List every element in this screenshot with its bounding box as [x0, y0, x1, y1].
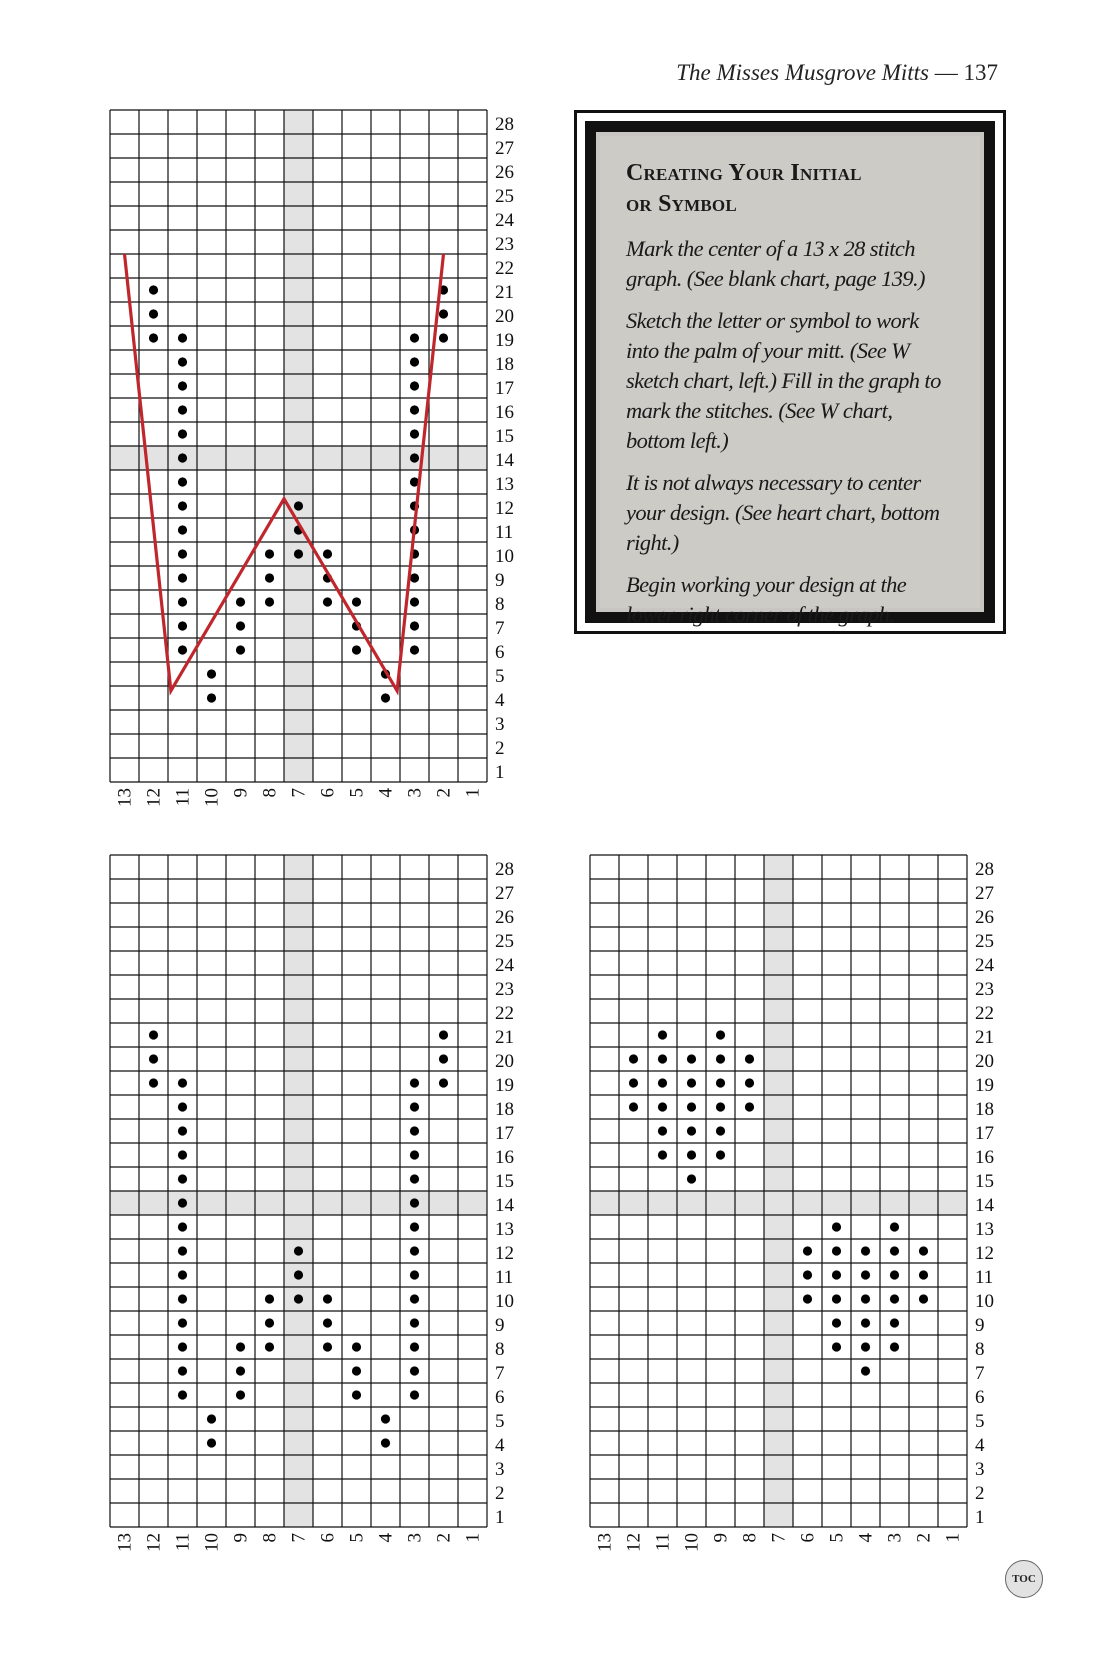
row-number-label: 1 [495, 1507, 505, 1528]
stitch-dot [207, 1414, 216, 1423]
stitch-dot [265, 1342, 274, 1351]
row-number-label: 12 [975, 1243, 994, 1264]
stitch-dot [410, 597, 419, 606]
stitch-dot [149, 285, 158, 294]
stitch-dot [149, 333, 158, 342]
row-number-label: 14 [495, 1195, 514, 1216]
column-number-label: 4 [375, 788, 397, 798]
stitch-dot [629, 1102, 638, 1111]
row-number-label: 18 [495, 354, 514, 375]
stitch-dot [149, 1030, 158, 1039]
row-number-label: 9 [975, 1315, 985, 1336]
stitch-dot [323, 1318, 332, 1327]
row-number-label: 12 [495, 498, 514, 519]
stitch-dot [410, 1246, 419, 1255]
stitch-dot [658, 1150, 667, 1159]
stitch-dot [236, 621, 245, 630]
center-row-highlight [590, 1191, 967, 1215]
row-number-label: 19 [495, 330, 514, 351]
row-number-label: 24 [495, 210, 514, 231]
row-number-label: 5 [975, 1411, 985, 1432]
row-number-label: 17 [495, 1123, 514, 1144]
stitch-dot [890, 1246, 899, 1255]
stitch-dot [410, 1366, 419, 1375]
stitch-dot [919, 1270, 928, 1279]
stitch-dot [265, 597, 274, 606]
stitch-dot [890, 1318, 899, 1327]
stitch-dot [658, 1030, 667, 1039]
stitch-dot [178, 1366, 187, 1375]
stitch-dot [265, 549, 274, 558]
stitch-dot [236, 1366, 245, 1375]
toc-button[interactable]: TOC [1005, 1560, 1043, 1598]
stitch-dot [439, 1078, 448, 1087]
stitch-dot [687, 1174, 696, 1183]
center-row-highlight [110, 446, 487, 470]
column-number-label: 5 [346, 788, 368, 798]
column-number-label: 3 [884, 1533, 906, 1543]
stitch-dot [687, 1054, 696, 1063]
stitch-dot [178, 1126, 187, 1135]
column-number-label: 7 [288, 788, 310, 798]
row-number-label: 11 [495, 1267, 514, 1288]
stitch-dot [323, 1342, 332, 1351]
stitch-dot [716, 1126, 725, 1135]
stitch-dot [178, 525, 187, 534]
row-number-label: 24 [495, 955, 514, 976]
stitch-dot [439, 1030, 448, 1039]
row-number-label: 10 [495, 1291, 514, 1312]
row-number-label: 12 [495, 1243, 514, 1264]
column-number-label: 2 [433, 788, 455, 798]
header-separator: — [929, 60, 964, 85]
column-number-label: 5 [826, 1533, 848, 1543]
stitch-grid [110, 110, 537, 832]
stitch-dot [629, 1054, 638, 1063]
row-number-label: 9 [495, 570, 505, 591]
stitch-dot [832, 1294, 841, 1303]
stitch-dot [381, 693, 390, 702]
stitch-dot [178, 573, 187, 582]
stitch-dot [323, 597, 332, 606]
stitch-dot [658, 1054, 667, 1063]
page-header [676, 60, 998, 86]
row-number-label: 10 [975, 1291, 994, 1312]
column-number-label: 13 [594, 1533, 616, 1552]
column-number-label: 6 [797, 1533, 819, 1543]
stitch-dot [294, 1294, 303, 1303]
stitch-dot [178, 381, 187, 390]
stitch-dot [294, 549, 303, 558]
row-number-label: 19 [975, 1075, 994, 1096]
stitch-dot [207, 669, 216, 678]
stitch-dot [410, 1342, 419, 1351]
stitch-dot [803, 1270, 812, 1279]
row-number-label: 14 [495, 450, 514, 471]
stitch-dot [410, 381, 419, 390]
stitch-dot [178, 453, 187, 462]
row-number-label: 2 [495, 1483, 505, 1504]
column-number-label: 10 [201, 1533, 223, 1552]
row-number-label: 24 [975, 955, 994, 976]
callout-heading [626, 158, 954, 220]
stitch-grid [110, 855, 537, 1577]
row-number-label: 8 [495, 1339, 505, 1360]
stitch-dot [381, 1438, 390, 1447]
heart-chart [590, 855, 1017, 1577]
column-number-label: 10 [681, 1533, 703, 1552]
row-number-label: 26 [495, 907, 514, 928]
stitch-dot [745, 1078, 754, 1087]
row-number-label: 26 [495, 162, 514, 183]
stitch-dot [410, 1222, 419, 1231]
stitch-dot [381, 1414, 390, 1423]
stitch-dot [803, 1294, 812, 1303]
column-number-label: 11 [172, 788, 194, 807]
row-number-label: 18 [495, 1099, 514, 1120]
callout-paragraph: Sketch the letter or symbol to work into the palm of your mitt. (See W sketch chart, left.) Fill in the graph to mark the stitches. (See W chart, bottom left.) [626, 308, 941, 453]
column-number-label: 1 [462, 1533, 484, 1543]
stitch-dot [687, 1102, 696, 1111]
row-number-label: 27 [495, 883, 514, 904]
column-number-label: 6 [317, 788, 339, 798]
row-number-label: 18 [975, 1099, 994, 1120]
stitch-dot [236, 1342, 245, 1351]
row-number-label: 1 [975, 1507, 985, 1528]
stitch-dot [832, 1318, 841, 1327]
stitch-dot [149, 1054, 158, 1063]
row-number-label: 6 [975, 1387, 985, 1408]
stitch-dot [410, 405, 419, 414]
center-row-highlight [110, 1191, 487, 1215]
stitch-dot [439, 333, 448, 342]
column-number-label: 11 [172, 1533, 194, 1552]
callout-paragraph: Mark the center of a 13 x 28 stitch graph. (See blank chart, page 139.) [626, 236, 925, 291]
stitch-dot [352, 1342, 361, 1351]
stitch-dot [149, 1078, 158, 1087]
column-number-label: 4 [855, 1533, 877, 1543]
stitch-dot [149, 309, 158, 318]
column-number-label: 8 [259, 1533, 281, 1543]
column-number-label: 9 [710, 1533, 732, 1543]
row-number-label: 15 [495, 426, 514, 447]
stitch-dot [178, 333, 187, 342]
stitch-dot [410, 573, 419, 582]
stitch-dot [861, 1246, 870, 1255]
stitch-dot [716, 1030, 725, 1039]
column-number-label: 1 [462, 788, 484, 798]
stitch-dot [178, 429, 187, 438]
stitch-dot [207, 1438, 216, 1447]
row-number-label: 2 [975, 1483, 985, 1504]
row-number-label: 22 [495, 258, 514, 279]
column-number-label: 5 [346, 1533, 368, 1543]
column-number-label: 4 [375, 1533, 397, 1543]
stitch-dot [439, 1054, 448, 1063]
stitch-dot [716, 1078, 725, 1087]
row-number-label: 3 [975, 1459, 985, 1480]
stitch-dot [178, 1150, 187, 1159]
stitch-dot [265, 1294, 274, 1303]
column-number-label: 12 [143, 1533, 165, 1552]
stitch-dot [658, 1078, 667, 1087]
stitch-dot [410, 357, 419, 366]
column-number-label: 11 [652, 1533, 674, 1552]
row-number-label: 28 [975, 859, 994, 880]
stitch-dot [178, 645, 187, 654]
stitch-dot [716, 1102, 725, 1111]
stitch-dot [832, 1342, 841, 1351]
stitch-dot [410, 1078, 419, 1087]
row-number-label: 3 [495, 714, 505, 735]
stitch-dot [716, 1150, 725, 1159]
row-number-label: 15 [495, 1171, 514, 1192]
stitch-dot [236, 597, 245, 606]
row-number-label: 8 [975, 1339, 985, 1360]
column-number-label: 3 [404, 788, 426, 798]
row-number-label: 17 [975, 1123, 994, 1144]
row-number-label: 5 [495, 1411, 505, 1432]
stitch-dot [178, 1246, 187, 1255]
stitch-dot [178, 549, 187, 558]
row-number-label: 17 [495, 378, 514, 399]
stitch-dot [919, 1294, 928, 1303]
row-number-label: 22 [495, 1003, 514, 1024]
stitch-dot [178, 1102, 187, 1111]
column-number-label: 12 [143, 788, 165, 807]
callout-heading-line1: Creating Your Initial [626, 160, 862, 186]
w-sketch-chart [110, 110, 537, 832]
row-number-label: 20 [495, 1051, 514, 1072]
callout-heading-line2: or Symbol [626, 191, 737, 217]
row-number-label: 21 [495, 1027, 514, 1048]
column-number-label: 8 [739, 1533, 761, 1543]
row-number-label: 7 [495, 1363, 505, 1384]
stitch-dot [178, 1318, 187, 1327]
column-number-label: 13 [114, 1533, 136, 1552]
row-number-label: 7 [975, 1363, 985, 1384]
column-number-label: 2 [913, 1533, 935, 1543]
stitch-dot [410, 333, 419, 342]
instruction-callout [574, 110, 1006, 634]
row-number-label: 23 [495, 979, 514, 1000]
row-number-label: 11 [495, 522, 514, 543]
row-number-label: 19 [495, 1075, 514, 1096]
row-number-label: 25 [495, 186, 514, 207]
stitch-dot [687, 1150, 696, 1159]
callout-frame [585, 121, 995, 627]
row-number-label: 27 [495, 138, 514, 159]
stitch-dot [803, 1246, 812, 1255]
stitch-dot [294, 1246, 303, 1255]
stitch-dot [890, 1294, 899, 1303]
column-number-label: 6 [317, 1533, 339, 1543]
stitch-dot [178, 621, 187, 630]
stitch-dot [410, 1126, 419, 1135]
stitch-dot [410, 1150, 419, 1159]
stitch-dot [352, 645, 361, 654]
stitch-dot [629, 1078, 638, 1087]
page-number: 137 [963, 60, 998, 85]
row-number-label: 13 [495, 1219, 514, 1240]
row-number-label: 1 [495, 762, 505, 783]
stitch-dot [687, 1126, 696, 1135]
row-number-label: 23 [495, 234, 514, 255]
stitch-dot [352, 1390, 361, 1399]
column-number-label: 10 [201, 788, 223, 807]
stitch-dot [178, 1294, 187, 1303]
row-number-label: 16 [495, 1147, 514, 1168]
stitch-dot [919, 1246, 928, 1255]
row-number-label: 4 [495, 1435, 505, 1456]
stitch-dot [890, 1222, 899, 1231]
stitch-dot [658, 1126, 667, 1135]
stitch-dot [352, 597, 361, 606]
stitch-dot [178, 1222, 187, 1231]
stitch-dot [178, 405, 187, 414]
row-number-label: 13 [495, 474, 514, 495]
stitch-dot [178, 477, 187, 486]
stitch-dot [439, 309, 448, 318]
row-number-label: 9 [495, 1315, 505, 1336]
stitch-dot [178, 357, 187, 366]
stitch-dot [410, 1294, 419, 1303]
stitch-dot [410, 1174, 419, 1183]
stitch-dot [178, 1198, 187, 1207]
page-title: The Misses Musgrove Mitts [676, 60, 929, 85]
stitch-dot [890, 1270, 899, 1279]
row-number-label: 25 [495, 931, 514, 952]
row-number-label: 6 [495, 1387, 505, 1408]
stitch-dot [832, 1270, 841, 1279]
stitch-dot [410, 429, 419, 438]
row-number-label: 28 [495, 859, 514, 880]
stitch-dot [294, 501, 303, 510]
stitch-dot [410, 1390, 419, 1399]
row-number-label: 10 [495, 546, 514, 567]
stitch-dot [861, 1294, 870, 1303]
row-number-label: 3 [495, 1459, 505, 1480]
stitch-dot [178, 1342, 187, 1351]
row-number-label: 13 [975, 1219, 994, 1240]
column-number-label: 13 [114, 788, 136, 807]
column-number-label: 9 [230, 788, 252, 798]
stitch-dot [410, 645, 419, 654]
stitch-dot [890, 1342, 899, 1351]
row-number-label: 21 [495, 282, 514, 303]
stitch-dot [207, 693, 216, 702]
row-number-label: 4 [495, 690, 505, 711]
row-number-label: 4 [975, 1435, 985, 1456]
row-number-label: 25 [975, 931, 994, 952]
stitch-dot [861, 1270, 870, 1279]
stitch-grid [590, 855, 1017, 1577]
row-number-label: 20 [495, 306, 514, 327]
callout-body [600, 136, 980, 627]
row-number-label: 22 [975, 1003, 994, 1024]
stitch-dot [410, 1198, 419, 1207]
stitch-dot [410, 1270, 419, 1279]
stitch-dot [178, 501, 187, 510]
row-number-label: 7 [495, 618, 505, 639]
stitch-dot [323, 1294, 332, 1303]
row-number-label: 16 [975, 1147, 994, 1168]
row-number-label: 8 [495, 594, 505, 615]
row-number-label: 21 [975, 1027, 994, 1048]
column-number-label: 8 [259, 788, 281, 798]
stitch-dot [178, 1270, 187, 1279]
column-number-label: 9 [230, 1533, 252, 1543]
stitch-dot [658, 1102, 667, 1111]
stitch-dot [716, 1054, 725, 1063]
column-number-label: 2 [433, 1533, 455, 1543]
row-number-label: 28 [495, 114, 514, 135]
row-number-label: 11 [975, 1267, 994, 1288]
stitch-dot [832, 1246, 841, 1255]
column-number-label: 1 [942, 1533, 964, 1543]
stitch-dot [410, 1102, 419, 1111]
stitch-dot [687, 1078, 696, 1087]
stitch-dot [832, 1222, 841, 1231]
stitch-dot [265, 573, 274, 582]
column-number-label: 12 [623, 1533, 645, 1552]
callout-paragraph: Begin working your design at the lower right corner of the graph. [626, 572, 907, 627]
row-number-label: 26 [975, 907, 994, 928]
column-number-label: 7 [768, 1533, 790, 1543]
row-number-label: 16 [495, 402, 514, 423]
stitch-dot [236, 645, 245, 654]
row-number-label: 27 [975, 883, 994, 904]
stitch-dot [861, 1342, 870, 1351]
row-number-label: 6 [495, 642, 505, 663]
stitch-dot [745, 1054, 754, 1063]
stitch-dot [323, 549, 332, 558]
stitch-dot [178, 597, 187, 606]
stitch-dot [236, 1390, 245, 1399]
stitch-dot [352, 1366, 361, 1375]
stitch-dot [861, 1366, 870, 1375]
w-chart [110, 855, 537, 1577]
stitch-dot [178, 1174, 187, 1183]
row-number-label: 5 [495, 666, 505, 687]
row-number-label: 15 [975, 1171, 994, 1192]
stitch-dot [410, 1318, 419, 1327]
column-number-label: 3 [404, 1533, 426, 1543]
stitch-dot [178, 1390, 187, 1399]
row-number-label: 14 [975, 1195, 994, 1216]
stitch-dot [178, 1078, 187, 1087]
stitch-dot [410, 621, 419, 630]
stitch-dot [410, 453, 419, 462]
row-number-label: 23 [975, 979, 994, 1000]
row-number-label: 2 [495, 738, 505, 759]
stitch-dot [745, 1102, 754, 1111]
callout-paragraph: It is not always necessary to center your design. (See heart chart, bottom right.) [626, 470, 940, 555]
row-number-label: 20 [975, 1051, 994, 1072]
stitch-dot [294, 1270, 303, 1279]
stitch-dot [861, 1318, 870, 1327]
stitch-dot [265, 1318, 274, 1327]
column-number-label: 7 [288, 1533, 310, 1543]
